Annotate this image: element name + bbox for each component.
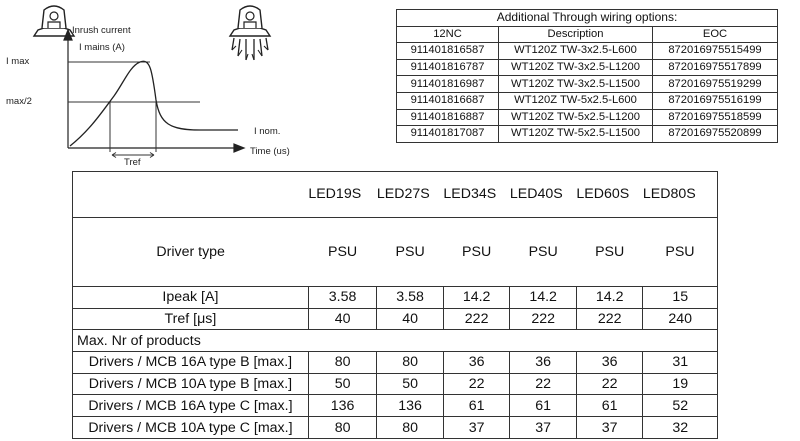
nc-cell: 911401816987 [397, 76, 499, 93]
mcb-cell: 36 [510, 352, 577, 374]
luminaire-inrush-icon [230, 6, 270, 60]
mcb-cell: 36 [443, 352, 510, 374]
tref-cell: 222 [576, 308, 643, 330]
wiring-col-12nc: 12NC [397, 26, 499, 43]
inom-label: I nom. [254, 126, 281, 137]
wiring-caption: Additional Through wiring options: [397, 10, 778, 27]
model-header: LED40S [510, 172, 577, 218]
table-row [397, 76, 778, 93]
tref-cell: 222 [443, 308, 510, 330]
nc-cell: 911401816587 [397, 43, 499, 60]
table-row [397, 59, 778, 76]
inrush-current-graph [0, 0, 330, 165]
ipeak-cell: 3.58 [377, 286, 444, 308]
nc-cell: 911401817087 [397, 126, 499, 143]
table-row [73, 417, 718, 439]
description-cell: WT120Z TW-5x2.5-L1500 [499, 126, 653, 143]
tref-label: Tref [124, 157, 141, 165]
mcb-cell: 80 [308, 417, 377, 439]
inrush-curve [70, 61, 238, 146]
wiring-header-row [397, 26, 778, 43]
mcb-cell: 22 [576, 373, 643, 395]
ipeak-cell: 15 [643, 286, 718, 308]
eoc-cell: 872016975520899 [653, 126, 778, 143]
mcb-cell: 37 [443, 417, 510, 439]
mcb-cell: 50 [377, 373, 444, 395]
mcb-row-label: Drivers / MCB 16A type C [max.] [73, 395, 309, 417]
description-cell: WT120Z TW-5x2.5-L1200 [499, 109, 653, 126]
ipeak-row [73, 286, 718, 308]
driver-type-cell: PSU [308, 217, 377, 286]
eoc-cell: 872016975519299 [653, 76, 778, 93]
driver-spec-table [72, 171, 718, 439]
model-header: LED34S [443, 172, 510, 218]
mcb-cell: 32 [643, 417, 718, 439]
header-blank-cell [73, 172, 309, 218]
mcb-cell: 37 [510, 417, 577, 439]
driver-type-cell: PSU [643, 217, 718, 286]
table-row [397, 92, 778, 109]
max-nr-row [73, 330, 718, 352]
table-row [73, 395, 718, 417]
description-cell: WT120Z TW-5x2.5-L600 [499, 92, 653, 109]
time-axis-label: Time (us) [250, 146, 290, 157]
model-header: LED19S [308, 172, 377, 218]
tref-label: Tref [μs] [73, 308, 309, 330]
model-header: LED80S [643, 172, 718, 218]
table-row [73, 352, 718, 374]
description-cell: WT120Z TW-3x2.5-L1500 [499, 76, 653, 93]
driver-type-cell: PSU [443, 217, 510, 286]
ipeak-cell: 3.58 [308, 286, 377, 308]
driver-type-cell: PSU [576, 217, 643, 286]
model-header: LED27S [377, 172, 444, 218]
mcb-row-label: Drivers / MCB 16A type B [max.] [73, 352, 309, 374]
graph-title: Inrush current [72, 25, 131, 36]
mcb-row-label: Drivers / MCB 10A type C [max.] [73, 417, 309, 439]
tref-cell: 40 [377, 308, 444, 330]
mcb-cell: 136 [377, 395, 444, 417]
eoc-cell: 872016975518599 [653, 109, 778, 126]
description-cell: WT120Z TW-3x2.5-L1200 [499, 59, 653, 76]
mcb-cell: 61 [510, 395, 577, 417]
mcb-cell: 31 [643, 352, 718, 374]
mcb-cell: 80 [308, 352, 377, 374]
table-row [73, 373, 718, 395]
mcb-row-label: Drivers / MCB 10A type B [max.] [73, 373, 309, 395]
mcb-cell: 22 [510, 373, 577, 395]
description-cell: WT120Z TW-3x2.5-L600 [499, 43, 653, 60]
tref-cell: 40 [308, 308, 377, 330]
table-row [397, 43, 778, 60]
mcb-cell: 61 [576, 395, 643, 417]
mcb-cell: 19 [643, 373, 718, 395]
nc-cell: 911401816887 [397, 109, 499, 126]
driver-type-cell: PSU [377, 217, 444, 286]
ipeak-cell: 14.2 [443, 286, 510, 308]
tref-cell: 222 [510, 308, 577, 330]
eoc-cell: 872016975516199 [653, 92, 778, 109]
model-header: LED60S [576, 172, 643, 218]
imax-label: I max [6, 56, 30, 67]
y-axis-label: I mains (A) [79, 42, 125, 53]
ipeak-cell: 14.2 [576, 286, 643, 308]
mcb-cell: 52 [643, 395, 718, 417]
half-label: max/2 [6, 96, 32, 107]
table-row [397, 126, 778, 143]
driver-type-label: Driver type [73, 217, 309, 286]
ipeak-cell: 14.2 [510, 286, 577, 308]
mcb-cell: 80 [377, 352, 444, 374]
reference-lines [68, 62, 200, 158]
eoc-cell: 872016975517899 [653, 59, 778, 76]
ipeak-label: Ipeak [A] [73, 286, 309, 308]
driver-type-row [73, 217, 718, 286]
eoc-cell: 872016975515499 [653, 43, 778, 60]
tref-row [73, 308, 718, 330]
model-header-row [73, 172, 718, 218]
wiring-col-description: Description [499, 26, 653, 43]
mcb-cell: 37 [576, 417, 643, 439]
mcb-cell: 36 [576, 352, 643, 374]
wiring-col-eoc: EOC [653, 26, 778, 43]
mcb-cell: 50 [308, 373, 377, 395]
tref-cell: 240 [643, 308, 718, 330]
mcb-cell: 61 [443, 395, 510, 417]
mcb-cell: 136 [308, 395, 377, 417]
mcb-cell: 80 [377, 417, 444, 439]
nc-cell: 911401816687 [397, 92, 499, 109]
max-nr-label: Max. Nr of products [73, 330, 718, 352]
driver-type-cell: PSU [510, 217, 577, 286]
table-row [397, 109, 778, 126]
through-wiring-table [396, 9, 778, 143]
nc-cell: 911401816787 [397, 59, 499, 76]
mcb-cell: 22 [443, 373, 510, 395]
